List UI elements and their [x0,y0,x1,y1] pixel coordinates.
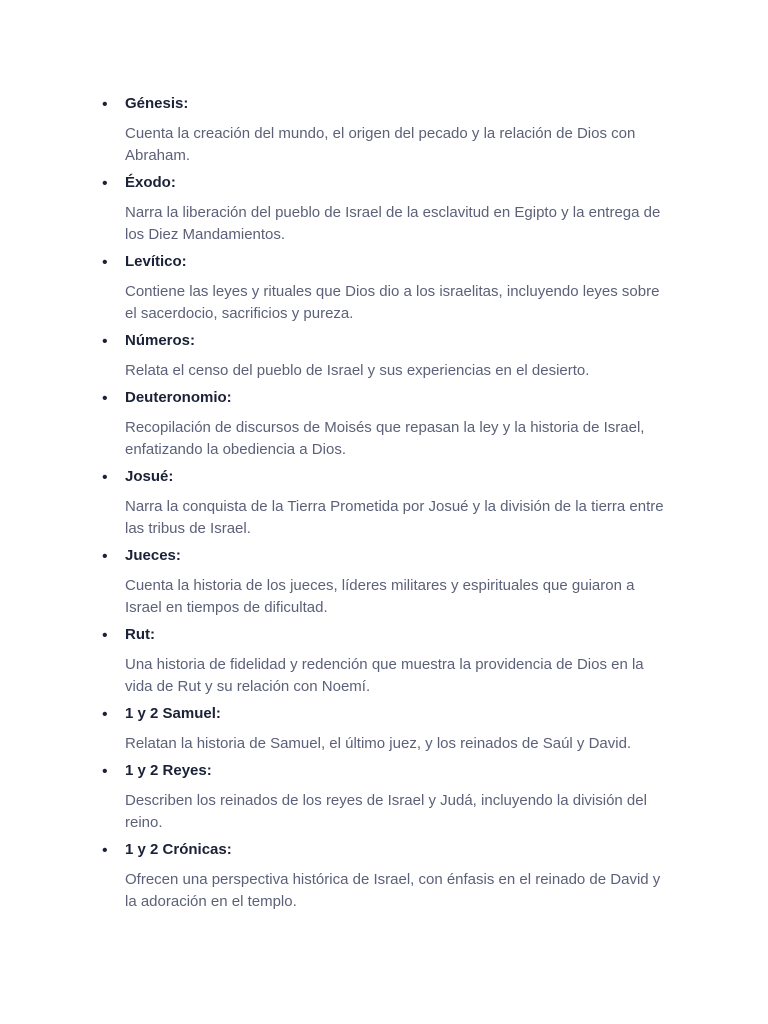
bullet-icon: • [102,254,108,271]
bullet-icon: • [102,706,108,723]
book-description: Narra la liberación del pueblo de Israel de la esclavitud en Egipto y la entrega de los Diez Mandamientos. [125,204,661,243]
list-item-jueces [102,546,672,619]
book-title: Levítico: [125,253,187,270]
book-title: Números: [125,332,196,349]
list-item-genesis [102,94,672,167]
list-item-levitico [102,252,672,325]
list-item-rut [102,625,672,698]
book-title: 1 y 2 Crónicas: [125,841,232,858]
book-description: Cuenta la creación del mundo, el origen del pecado y la relación de Dios con Abraham. [125,125,636,164]
list-item-josue [102,467,672,540]
book-title: 1 y 2 Samuel: [125,705,221,722]
bullet-icon: • [102,763,108,780]
book-description: Relatan la historia de Samuel, el último juez, y los reinados de Saúl y David. [125,735,632,752]
book-description: Cuenta la historia de los jueces, líderes militares y espirituales que guiaron a Israel en tiempos de dificultad. [125,577,635,616]
book-title: Deuteronomio: [125,389,232,406]
bullet-icon: • [102,469,108,486]
list-item-numeros [102,331,672,382]
book-title: Génesis: [125,95,189,112]
list-item-deuteronomio [102,388,672,461]
list-item-cronicas [102,840,672,913]
bullet-icon: • [102,333,108,350]
book-title: 1 y 2 Reyes: [125,762,212,779]
bullet-icon: • [102,627,108,644]
book-description: Narra la conquista de la Tierra Prometida por Josué y la división de la tierra entre las tribus de Israel. [125,498,664,537]
book-title: Jueces: [125,547,181,564]
list-item-reyes [102,761,672,834]
bullet-icon: • [102,175,108,192]
books-list [102,94,672,919]
book-description: Describen los reinados de los reyes de Israel y Judá, incluyendo la división del reino. [125,792,647,831]
list-item-samuel [102,704,672,755]
book-description: Relata el censo del pueblo de Israel y sus experiencias en el desierto. [125,362,590,379]
bullet-icon: • [102,390,108,407]
book-description: Ofrecen una perspectiva histórica de Israel, con énfasis en el reinado de David y la adoración en el templo. [125,871,661,910]
book-description: Una historia de fidelidad y redención que muestra la providencia de Dios en la vida de Rut y su relación con Noemí. [125,656,644,695]
bullet-icon: • [102,842,108,859]
book-description: Recopilación de discursos de Moisés que repasan la ley y la historia de Israel, enfatizando la obediencia a Dios. [125,419,645,458]
bullet-icon: • [102,96,108,113]
book-title: Éxodo: [125,174,176,191]
bullet-icon: • [102,548,108,565]
book-title: Josué: [125,468,174,485]
book-description: Contiene las leyes y rituales que Dios dio a los israelitas, incluyendo leyes sobre el sacerdocio, sacrificios y pureza. [125,283,660,322]
book-title: Rut: [125,626,155,643]
list-item-exodo [102,173,672,246]
